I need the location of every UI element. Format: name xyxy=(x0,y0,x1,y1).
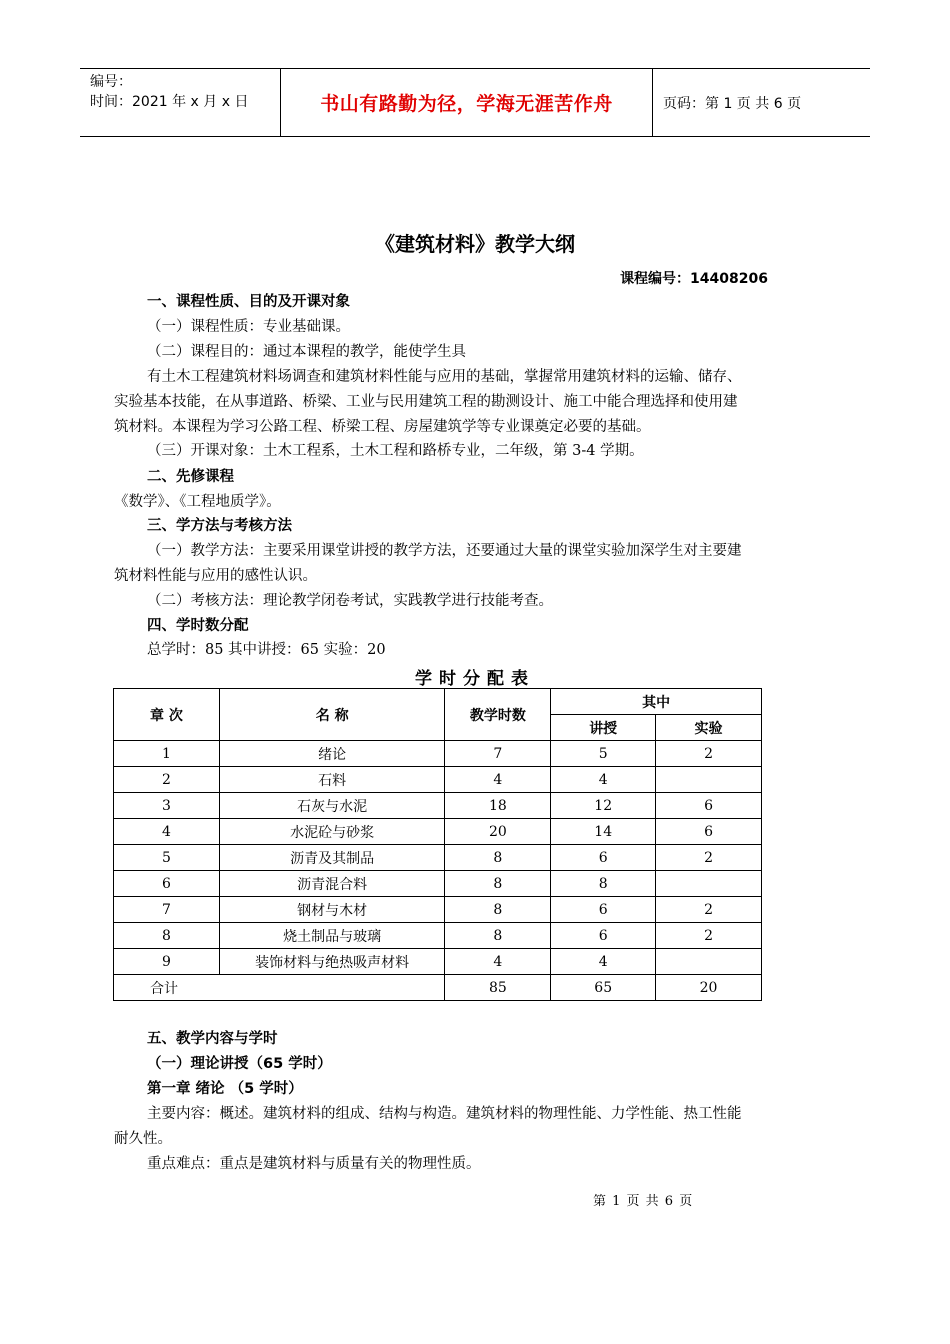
table-row xyxy=(114,923,762,949)
cell-name: 沥青及其制品 xyxy=(219,845,445,871)
cell-name: 石料 xyxy=(219,767,445,793)
section-2-heading: 二、先修课程 xyxy=(147,469,234,485)
paragraph: 总学时：85 其中讲授：65 实验：20 xyxy=(147,642,386,658)
hours-distribution-table xyxy=(113,688,762,1001)
course-code: 课程编号：14408206 xyxy=(620,271,768,287)
section-5-heading: 五、教学内容与学时 xyxy=(147,1031,278,1047)
cell-total-lecture: 65 xyxy=(551,975,656,1001)
cell-lecture: 6 xyxy=(551,897,656,923)
page-footer: 第 1 页 共 6 页 xyxy=(593,1194,694,1209)
cell-hours: 18 xyxy=(445,793,551,819)
header-meta xyxy=(80,69,281,136)
subsection-heading: （一）理论讲授（65 学时） xyxy=(147,1056,332,1072)
cell-hours: 4 xyxy=(445,767,551,793)
cell-lab: 2 xyxy=(656,897,762,923)
cell-name: 装饰材料与绝热吸声材料 xyxy=(219,949,445,975)
cell-lab: 2 xyxy=(656,923,762,949)
cell-chapter: 6 xyxy=(114,871,220,897)
cell-hours: 8 xyxy=(445,923,551,949)
paragraph: （二）课程目的：通过本课程的教学，能使学生具 xyxy=(147,344,466,360)
cell-lecture: 8 xyxy=(551,871,656,897)
cell-hours: 4 xyxy=(445,949,551,975)
cell-lab xyxy=(656,949,762,975)
cell-lab: 6 xyxy=(656,819,762,845)
header-motto: 书山有路勤为径，学海无涯苦作舟 xyxy=(281,69,653,136)
header-lecture: 讲授 xyxy=(551,715,656,741)
cell-chapter: 5 xyxy=(114,845,220,871)
paragraph: （三）开课对象：土木工程系，土木工程和路桥专业，二年级，第 3-4 学期。 xyxy=(147,443,644,459)
header-page-info: 页码：第 1 页 共 6 页 xyxy=(663,95,802,112)
cell-total-lab: 20 xyxy=(656,975,762,1001)
table-row xyxy=(114,741,762,767)
cell-total-label: 合计 xyxy=(114,975,445,1001)
cell-hours: 8 xyxy=(445,845,551,871)
section-4-heading: 四、学时数分配 xyxy=(147,618,249,634)
page-header xyxy=(80,68,870,137)
table-row xyxy=(114,793,762,819)
table-row xyxy=(114,767,762,793)
cell-lecture: 6 xyxy=(551,845,656,871)
section-1-heading: 一、课程性质、目的及开课对象 xyxy=(147,294,350,310)
cell-name: 绪论 xyxy=(219,741,445,767)
cell-chapter: 7 xyxy=(114,897,220,923)
cell-hours: 8 xyxy=(445,897,551,923)
table-row xyxy=(114,845,762,871)
doc-date-label: 时间：2021 年 x 月 x 日 xyxy=(90,94,249,110)
paragraph: 主要内容：概述。建筑材料的组成、结构与构造。建筑材料的物理性能、力学性能、热工性能 xyxy=(147,1106,742,1122)
header-of-which: 其中 xyxy=(551,689,762,715)
cell-lecture: 6 xyxy=(551,923,656,949)
cell-chapter: 1 xyxy=(114,741,220,767)
cell-lab: 6 xyxy=(656,793,762,819)
paragraph: 筑材料。本课程为学习公路工程、桥梁工程、房屋建筑学等专业课奠定必要的基础。 xyxy=(114,419,651,435)
cell-lab xyxy=(656,871,762,897)
cell-name: 石灰与水泥 xyxy=(219,793,445,819)
header-lab: 实验 xyxy=(656,715,762,741)
table-title: 学时分配表 xyxy=(415,669,535,689)
cell-total-hours: 85 xyxy=(445,975,551,1001)
cell-lab xyxy=(656,767,762,793)
paragraph: 有土木工程建筑材料场调查和建筑材料性能与应用的基础，掌握常用建筑材料的运输、储存、 xyxy=(147,369,742,385)
cell-lecture: 14 xyxy=(551,819,656,845)
cell-chapter: 3 xyxy=(114,793,220,819)
header-hours: 教学时数 xyxy=(445,689,551,741)
cell-name: 沥青混合料 xyxy=(219,871,445,897)
cell-lab: 2 xyxy=(656,845,762,871)
paragraph: （一）教学方法：主要采用课堂讲授的教学方法，还要通过大量的课堂实验加深学生对主要建 xyxy=(147,543,742,559)
cell-hours: 7 xyxy=(445,741,551,767)
table-row xyxy=(114,871,762,897)
table-row xyxy=(114,897,762,923)
cell-lecture: 4 xyxy=(551,949,656,975)
cell-chapter: 4 xyxy=(114,819,220,845)
cell-chapter: 8 xyxy=(114,923,220,949)
table-total-row xyxy=(114,975,762,1001)
cell-lecture: 12 xyxy=(551,793,656,819)
document-title: 《建筑材料》教学大纲 xyxy=(375,232,575,256)
paragraph: 重点难点：重点是建筑材料与质量有关的物理性质。 xyxy=(147,1156,481,1172)
header-name: 名 称 xyxy=(219,689,445,741)
paragraph: （一）课程性质：专业基础课。 xyxy=(147,319,350,335)
paragraph: 实验基本技能，在从事道路、桥梁、工业与民用建筑工程的勘测设计、施工中能合理选择和使用建 xyxy=(114,394,738,410)
cell-lecture: 4 xyxy=(551,767,656,793)
section-3-heading: 三、学方法与考核方法 xyxy=(147,518,292,534)
cell-hours: 8 xyxy=(445,871,551,897)
cell-name: 钢材与木材 xyxy=(219,897,445,923)
cell-chapter: 2 xyxy=(114,767,220,793)
table-row xyxy=(114,819,762,845)
header-chapter: 章 次 xyxy=(114,689,220,741)
cell-name: 烧土制品与玻璃 xyxy=(219,923,445,949)
cell-chapter: 9 xyxy=(114,949,220,975)
paragraph: 耐久性。 xyxy=(114,1131,172,1147)
cell-name: 水泥砼与砂浆 xyxy=(219,819,445,845)
cell-lecture: 5 xyxy=(551,741,656,767)
paragraph: 《数学》、《工程地质学》。 xyxy=(114,494,281,510)
paragraph: 筑材料性能与应用的感性认识。 xyxy=(114,568,317,584)
table-row xyxy=(114,949,762,975)
cell-lab: 2 xyxy=(656,741,762,767)
cell-hours: 20 xyxy=(445,819,551,845)
paragraph: （二）考核方法：理论教学闭卷考试，实践教学进行技能考查。 xyxy=(147,593,553,609)
doc-number-label: 编号： xyxy=(90,74,132,90)
chapter-heading: 第一章 绪论 （5 学时） xyxy=(147,1081,303,1097)
